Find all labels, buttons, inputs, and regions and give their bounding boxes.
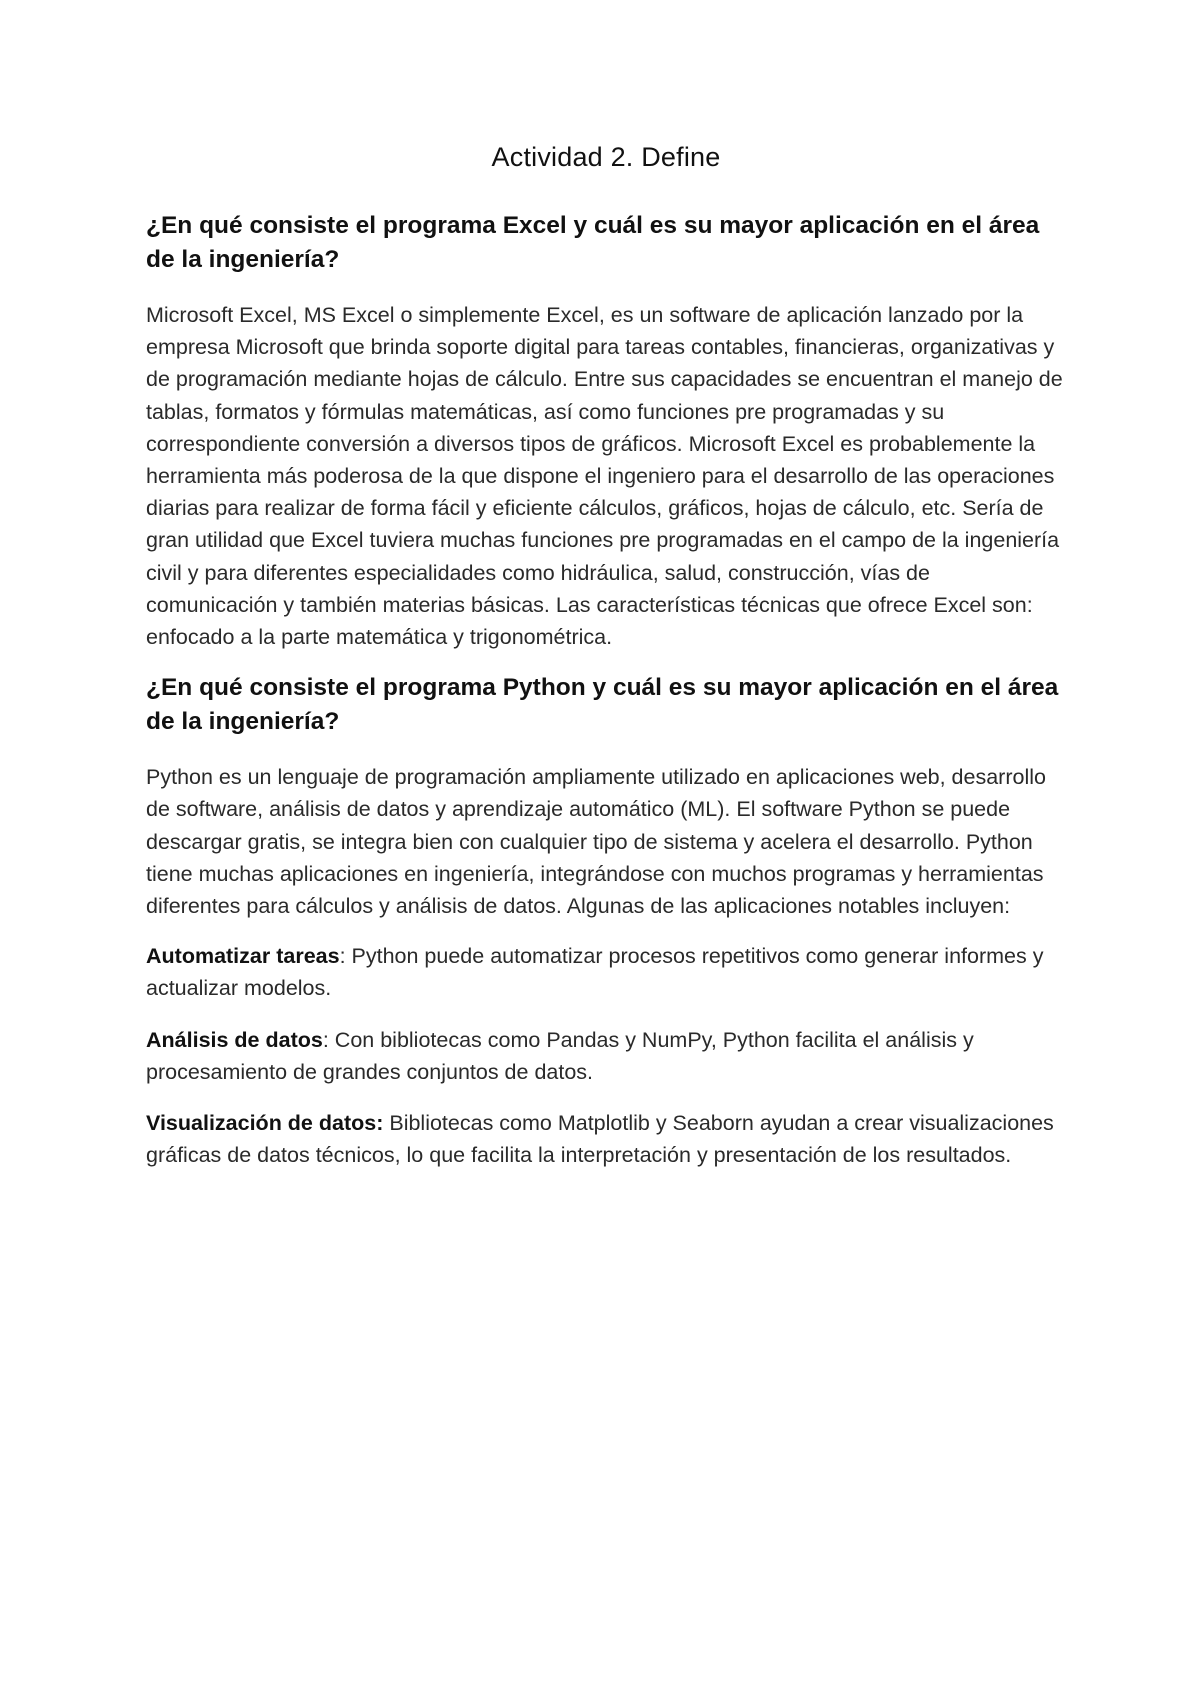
item-term: Automatizar tareas bbox=[146, 944, 340, 969]
item-term: Análisis de datos bbox=[146, 1027, 323, 1052]
document-page bbox=[146, 142, 1066, 1190]
section-excel bbox=[146, 209, 1066, 653]
item-text: : Python puede automatizar procesos repetitivos como generar informes y actualizar modelos. bbox=[146, 944, 1044, 1001]
paragraph-excel: Microsoft Excel, MS Excel o simplemente Excel, es un software de aplicación lanzado por la empresa Microsoft que brinda soporte digital para tareas contables, financieras, organizativas y de programación mediante hojas de cálculo. Entre sus capacidades se encuentran el manejo de tablas, formatos y fórmulas matemáticas, así como funciones pre programadas y su correspondiente conversión a diversos tipos de gráficos. Microsoft Excel es probablemente la herramienta más poderosa de la que dispone el ingeniero para el desarrollo de las operaciones diarias para realizar de forma fácil y eficiente cálculos, gráficos, hojas de cálculo, etc. Sería de gran utilidad que Excel tuviera muchas funciones pre programadas en el campo de la ingeniería civil y para diferentes especialidades como hidráulica, salud, construcción, vías de comunicación y también materias básicas. Las características técnicas que ofrece Excel son: enfocado a la parte matemática y trigonométrica. bbox=[146, 303, 1063, 650]
paragraph-python: Python es un lenguaje de programación ampliamente utilizado en aplicaciones web, desarrollo de software, análisis de datos y aprendizaje automático (ML). El software Python se puede descargar gratis, se integra bien con cualquier tipo de sistema y acelera el desarrollo. Python tiene muchas aplicaciones en ingeniería, integrándose con muchos programas y herramientas diferentes para cálculos y análisis de datos. Algunas de las aplicaciones notables incluyen: bbox=[146, 765, 1046, 919]
item-text: : Con bibliotecas como Pandas y NumPy, Python facilita el análisis y procesamiento de grandes conjuntos de datos. bbox=[146, 1027, 974, 1084]
question-python: ¿En qué consiste el programa Python y cuál es su mayor aplicación en el área de la ingeniería? bbox=[146, 674, 1059, 736]
section-python bbox=[146, 671, 1066, 1171]
list-item-analisis bbox=[146, 1024, 1066, 1088]
question-excel: ¿En qué consiste el programa Excel y cuál es su mayor aplicación en el área de la ingeniería? bbox=[146, 212, 1040, 273]
document-title: Actividad 2. Define bbox=[491, 142, 721, 172]
list-item-automatizar bbox=[146, 940, 1066, 1004]
item-term: Visualización de datos: bbox=[146, 1111, 384, 1136]
item-text: Bibliotecas como Matplotlib y Seaborn ayudan a crear visualizaciones gráficas de datos técnicos, lo que facilita la interpretación y presentación de los resultados. bbox=[146, 1111, 1054, 1168]
list-item-visualizacion bbox=[146, 1107, 1066, 1171]
